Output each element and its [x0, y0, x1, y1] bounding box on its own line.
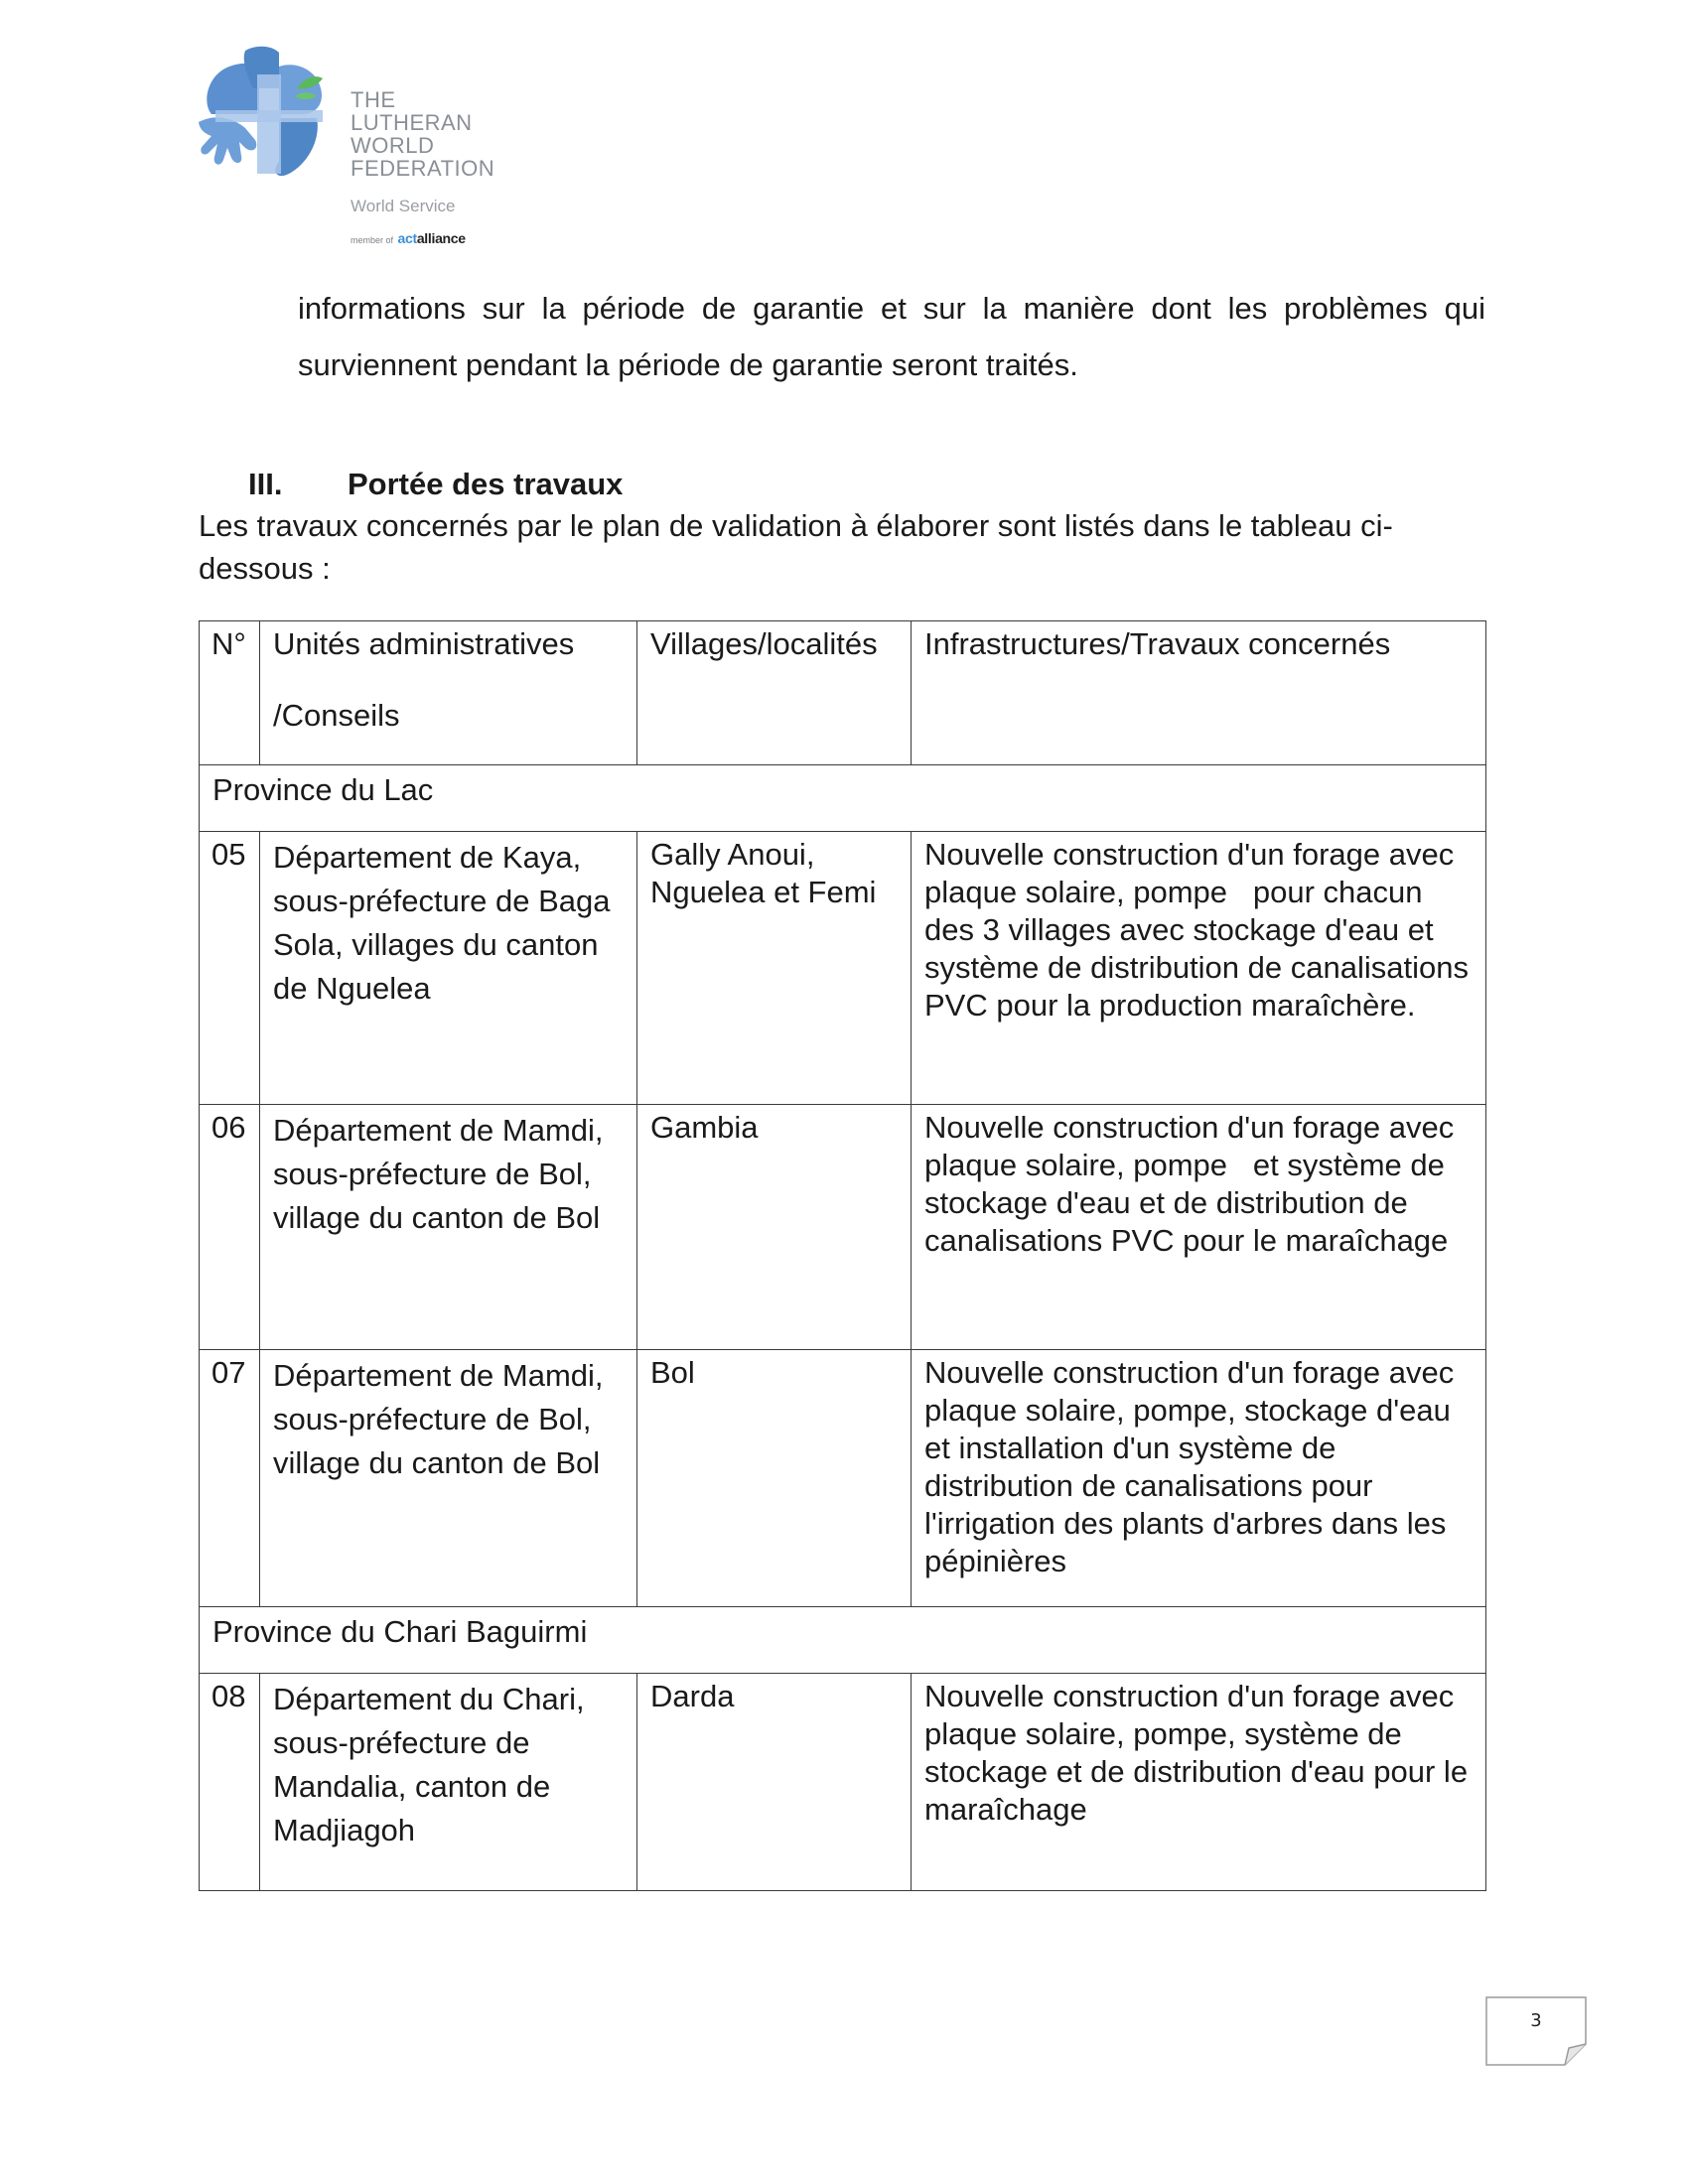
act-wordmark: act: [397, 230, 417, 246]
organization-name-line: WORLD: [351, 133, 435, 158]
section-title: Portée des travaux: [348, 467, 624, 501]
province-row: [200, 1607, 1486, 1674]
table-row: [200, 1674, 1486, 1891]
row-village: Gambia: [637, 1105, 912, 1350]
row-num: 08: [200, 1674, 260, 1891]
row-num: 06: [200, 1105, 260, 1350]
row-village: Gally Anoui, Nguelea et Femi: [637, 832, 912, 1105]
header-unit-line1: Unités administratives: [273, 626, 575, 661]
organization-name-line: FEDERATION: [351, 156, 495, 181]
act-alliance-member-line: [351, 230, 466, 248]
header-unit-line2: /Conseils: [273, 698, 400, 733]
table-row: [200, 832, 1486, 1105]
header-unit: [260, 621, 637, 765]
hands-cross-logo-icon: [194, 45, 328, 184]
province-label: Province du Chari Baguirmi: [200, 1607, 1486, 1674]
row-num: 07: [200, 1350, 260, 1607]
works-table: [199, 620, 1486, 1891]
header-infra: Infrastructures/Travaux concernés: [912, 621, 1486, 765]
organization-logo: [194, 45, 511, 253]
province-row: [200, 765, 1486, 832]
header-num: N°: [200, 621, 260, 765]
row-village: Darda: [637, 1674, 912, 1891]
table-row: [200, 1105, 1486, 1350]
organization-name-line: LUTHERAN: [351, 110, 473, 135]
page-number-tab: [1485, 1996, 1587, 2066]
row-num: 05: [200, 832, 260, 1105]
header-village: Villages/localités: [637, 621, 912, 765]
organization-name-line: THE: [351, 87, 396, 112]
province-label: Province du Lac: [200, 765, 1486, 832]
row-infra: Nouvelle construction d'un forage avec plaque solaire, pompe, système de stockage et de distribution d'eau pour le maraîchage: [912, 1674, 1486, 1891]
row-infra: Nouvelle construction d'un forage avec plaque solaire, pompe, stockage d'eau et installation d'un système de distribution de canalisations pour l'irrigation des plants d'arbres dans les pépinières: [912, 1350, 1486, 1607]
row-unit: Département de Kaya, sous-préfecture de Baga Sola, villages du canton de Nguelea: [260, 832, 637, 1105]
row-infra: Nouvelle construction d'un forage avec plaque solaire, pompe pour chacun des 3 villages avec stockage d'eau et système de distribution de canalisations PVC pour la production maraîchère.: [912, 832, 1486, 1105]
organization-name: [351, 88, 494, 180]
member-of-label: member of: [351, 235, 394, 245]
row-unit: Département du Chari, sous-préfecture de Mandalia, canton de Madjiagoh: [260, 1674, 637, 1891]
folded-corner-icon: [1485, 1996, 1587, 2066]
page-number: 3: [1530, 2010, 1542, 2031]
section-number: III.: [248, 467, 283, 501]
row-unit: Département de Mamdi, sous-préfecture de Bol, village du canton de Bol: [260, 1350, 637, 1607]
row-unit: Département de Mamdi, sous-préfecture de Bol, village du canton de Bol: [260, 1105, 637, 1350]
intro-paragraph: informations sur la période de garantie et sur la manière dont les problèmes qui surviennent pendant la période de garantie seront traités.: [298, 291, 1485, 382]
table-row: [200, 1350, 1486, 1607]
alliance-wordmark: alliance: [416, 230, 466, 246]
table-header-row: [200, 621, 1486, 765]
organization-subunit: World Service: [351, 197, 456, 215]
section-paragraph: Les travaux concernés par le plan de validation à élaborer sont listés dans le tableau ci-dessous :: [199, 508, 1393, 586]
section-heading: [248, 467, 623, 502]
row-infra: Nouvelle construction d'un forage avec plaque solaire, pompe et système de stockage d'eau et de distribution de canalisations PVC pour le maraîchage: [912, 1105, 1486, 1350]
row-village: Bol: [637, 1350, 912, 1607]
